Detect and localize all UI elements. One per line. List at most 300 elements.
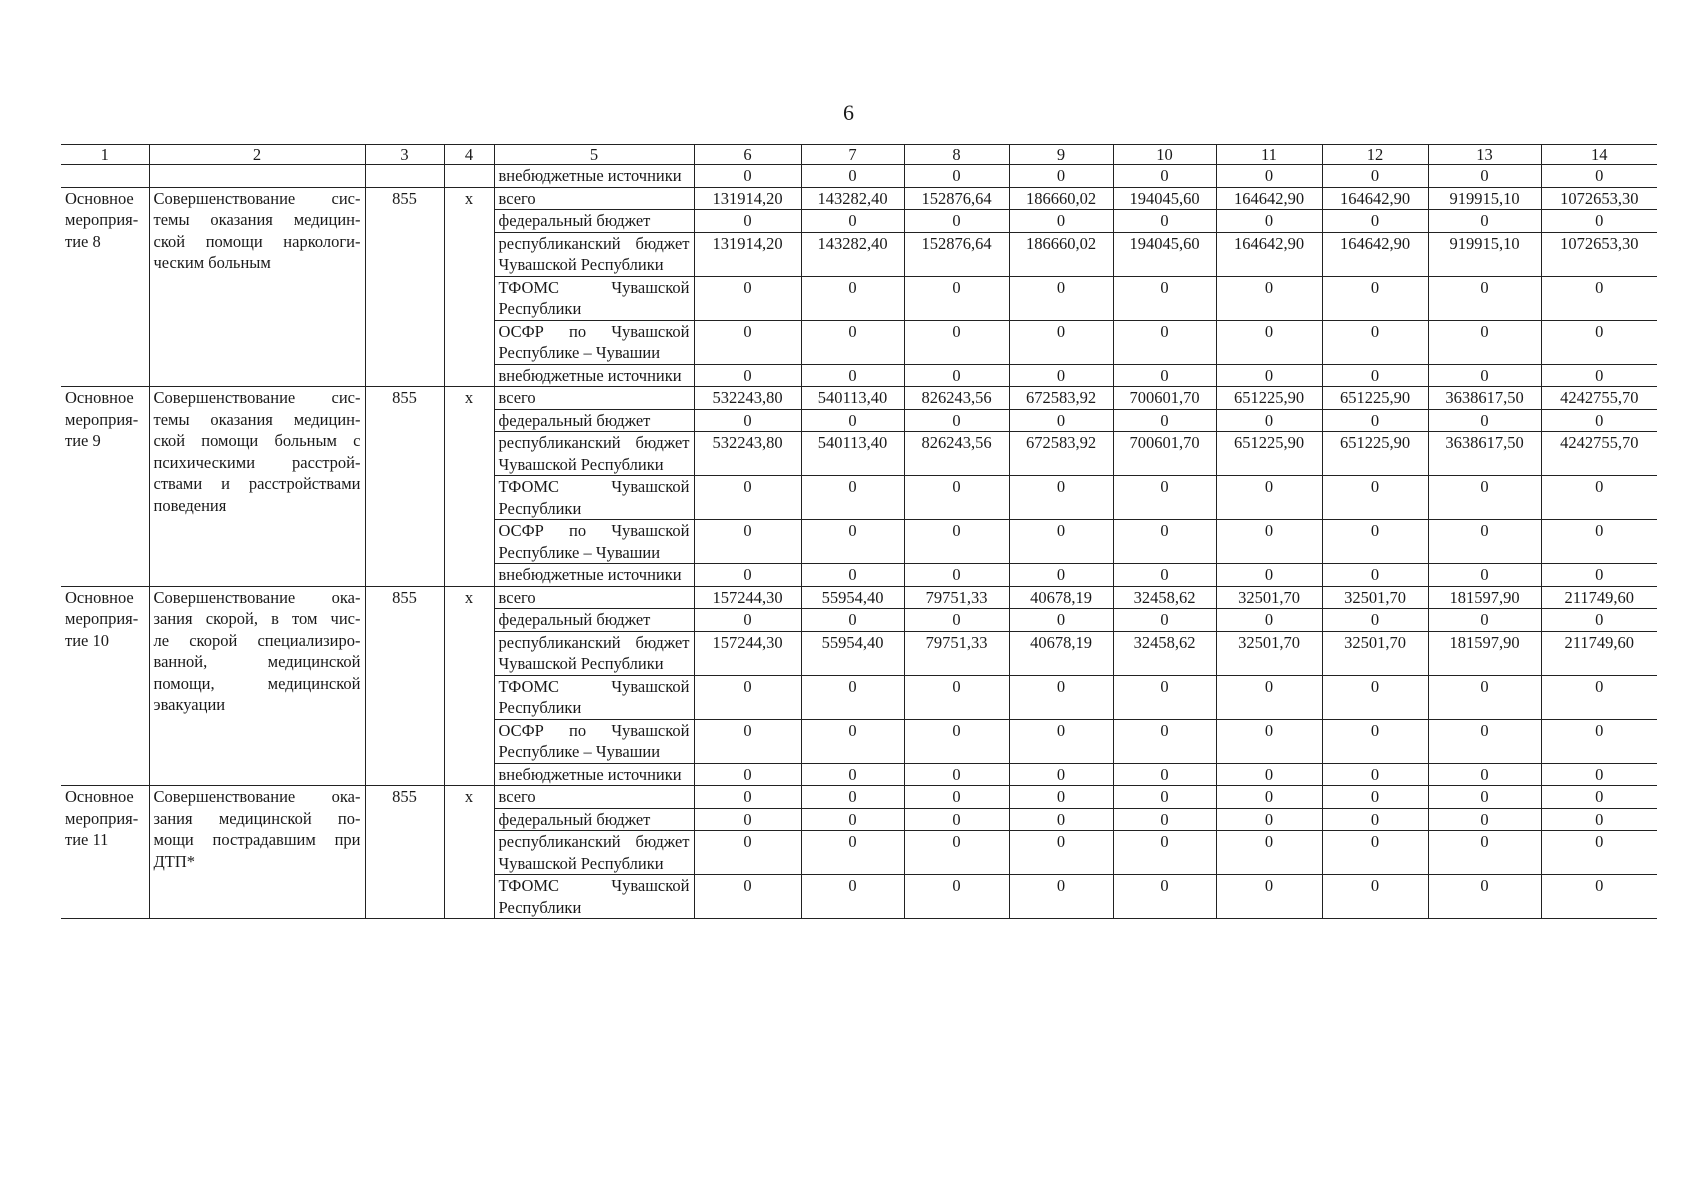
value-cell: 211749,60: [1541, 586, 1657, 609]
value-cell: 0: [694, 364, 801, 387]
value-cell: 0: [694, 564, 801, 587]
value-cell: 0: [801, 276, 904, 320]
value-cell: 826243,56: [904, 432, 1009, 476]
measure-title-line: мероприя-: [65, 609, 139, 628]
value-cell: 0: [1428, 875, 1541, 919]
measure-name-line: ванной, медицинской: [153, 652, 361, 671]
value-cell: 0: [1216, 165, 1322, 188]
value-cell: 0: [801, 675, 904, 719]
value-cell: 0: [1322, 210, 1428, 233]
value-cell: 0: [1541, 320, 1657, 364]
value-cell: 0: [801, 564, 904, 587]
value-cell: 0: [904, 320, 1009, 364]
measure-title-line: Основное: [65, 787, 134, 806]
value-cell: 164642,90: [1216, 232, 1322, 276]
value-cell: 0: [1428, 786, 1541, 809]
value-cell: 0: [694, 476, 801, 520]
value-cell: 32501,70: [1322, 631, 1428, 675]
value-cell: 0: [1216, 719, 1322, 763]
value-cell: 0: [904, 210, 1009, 233]
funding-source: внебюджетные источники: [494, 165, 694, 188]
funding-source: федеральный бюджет: [494, 609, 694, 632]
value-cell: 0: [1322, 609, 1428, 632]
value-cell: 0: [1216, 675, 1322, 719]
value-cell: 0: [1113, 364, 1216, 387]
value-cell: 79751,33: [904, 631, 1009, 675]
x-mark: x: [444, 786, 494, 919]
budget-code: 855: [365, 387, 444, 587]
value-cell: 0: [904, 875, 1009, 919]
measure-name: [149, 586, 365, 786]
value-cell: 0: [1009, 675, 1113, 719]
value-cell: 0: [801, 808, 904, 831]
value-cell: 164642,90: [1322, 187, 1428, 210]
funding-source: ОСФР по Чувашской Республике – Чувашии: [494, 320, 694, 364]
measure-name-line: ческим больным: [153, 253, 271, 272]
funding-source: федеральный бюджет: [494, 409, 694, 432]
funding-source: республиканский бюджет Чувашской Республики: [494, 831, 694, 875]
value-cell: 0: [1322, 808, 1428, 831]
measure-title: [61, 387, 149, 587]
funding-source: всего: [494, 387, 694, 410]
value-cell: 651225,90: [1322, 432, 1428, 476]
value-cell: 0: [1541, 675, 1657, 719]
value-cell: 0: [694, 675, 801, 719]
funding-source: республиканский бюджет Чувашской Республики: [494, 631, 694, 675]
value-cell: 0: [904, 808, 1009, 831]
measure-name-line: поведения: [153, 495, 227, 515]
column-number: 9: [1009, 145, 1113, 165]
value-cell: 32501,70: [1322, 586, 1428, 609]
empty-cell: [444, 165, 494, 188]
value-cell: 0: [1009, 409, 1113, 432]
column-number-row: [61, 145, 1657, 165]
value-cell: 0: [1216, 786, 1322, 809]
value-cell: 32458,62: [1113, 586, 1216, 609]
value-cell: 0: [1428, 808, 1541, 831]
value-cell: 32458,62: [1113, 631, 1216, 675]
value-cell: 0: [1541, 476, 1657, 520]
value-cell: 0: [1113, 763, 1216, 786]
value-cell: 194045,60: [1113, 232, 1216, 276]
value-cell: 651225,90: [1216, 432, 1322, 476]
value-cell: 0: [801, 875, 904, 919]
value-cell: 0: [1113, 609, 1216, 632]
empty-cell: [365, 165, 444, 188]
value-cell: 0: [1322, 476, 1428, 520]
measure-name-line: Совершенствование сис-: [153, 188, 361, 208]
value-cell: 0: [801, 165, 904, 188]
column-number: 8: [904, 145, 1009, 165]
value-cell: 0: [1113, 409, 1216, 432]
value-cell: 0: [904, 786, 1009, 809]
value-cell: 651225,90: [1322, 387, 1428, 410]
budget-code: 855: [365, 786, 444, 919]
value-cell: 157244,30: [694, 586, 801, 609]
funding-source: республиканский бюджет Чувашской Республики: [494, 432, 694, 476]
value-cell: 0: [904, 719, 1009, 763]
budget-code: 855: [365, 187, 444, 387]
value-cell: 0: [1428, 476, 1541, 520]
value-cell: 0: [1541, 165, 1657, 188]
value-cell: 0: [1009, 276, 1113, 320]
value-cell: 0: [1322, 564, 1428, 587]
value-cell: 79751,33: [904, 586, 1009, 609]
value-cell: 0: [1322, 831, 1428, 875]
value-cell: 0: [1113, 786, 1216, 809]
measure-name-line: темы оказания медицин-: [153, 210, 361, 229]
value-cell: 0: [1009, 210, 1113, 233]
value-cell: 0: [1009, 165, 1113, 188]
value-cell: 4242755,70: [1541, 432, 1657, 476]
value-cell: 0: [1541, 210, 1657, 233]
measure-name-line: психическими расстрой-: [153, 452, 361, 472]
value-cell: 0: [904, 831, 1009, 875]
value-cell: 0: [1009, 763, 1113, 786]
value-cell: 0: [1322, 719, 1428, 763]
funding-source: всего: [494, 187, 694, 210]
value-cell: 0: [801, 520, 904, 564]
value-cell: 0: [1541, 763, 1657, 786]
table-body: [61, 145, 1657, 919]
value-cell: 32501,70: [1216, 631, 1322, 675]
column-number: 13: [1428, 145, 1541, 165]
value-cell: 0: [1541, 719, 1657, 763]
measure-title: [61, 786, 149, 919]
value-cell: 0: [1428, 165, 1541, 188]
funding-source: всего: [494, 586, 694, 609]
value-cell: 0: [904, 564, 1009, 587]
value-cell: 0: [1216, 476, 1322, 520]
value-cell: 0: [904, 364, 1009, 387]
empty-cell: [149, 165, 365, 188]
measure-name-line: Совершенствование ока-: [153, 587, 361, 607]
funding-source: внебюджетные источники: [494, 564, 694, 587]
measure-name: [149, 786, 365, 919]
value-cell: 540113,40: [801, 432, 904, 476]
value-cell: 181597,90: [1428, 586, 1541, 609]
value-cell: 0: [1113, 210, 1216, 233]
value-cell: 0: [1216, 609, 1322, 632]
value-cell: 700601,70: [1113, 432, 1216, 476]
measure-name-line: мощи пострадавшим при: [153, 830, 361, 849]
measure-title-line: Основное: [65, 188, 134, 208]
value-cell: 0: [1113, 520, 1216, 564]
value-cell: 0: [694, 719, 801, 763]
value-cell: 0: [1009, 786, 1113, 809]
value-cell: 0: [694, 786, 801, 809]
measure-title-line: тие 9: [65, 431, 101, 450]
value-cell: 0: [1216, 320, 1322, 364]
value-cell: 0: [1541, 409, 1657, 432]
measure-name-line: зания скорой, в том чис-: [153, 609, 361, 628]
value-cell: 55954,40: [801, 631, 904, 675]
value-cell: 0: [1009, 520, 1113, 564]
value-cell: 152876,64: [904, 187, 1009, 210]
funding-source: федеральный бюджет: [494, 210, 694, 233]
value-cell: 0: [694, 409, 801, 432]
value-cell: 0: [1216, 520, 1322, 564]
column-number: 1: [61, 145, 149, 165]
column-number: 4: [444, 145, 494, 165]
value-cell: 0: [1113, 276, 1216, 320]
funding-source: внебюджетные источники: [494, 763, 694, 786]
value-cell: 0: [801, 609, 904, 632]
value-cell: 0: [1428, 831, 1541, 875]
value-cell: 0: [1541, 808, 1657, 831]
value-cell: 0: [1428, 364, 1541, 387]
value-cell: 0: [694, 210, 801, 233]
value-cell: 0: [1541, 786, 1657, 809]
value-cell: 0: [1541, 364, 1657, 387]
value-cell: 0: [1428, 409, 1541, 432]
value-cell: 0: [801, 831, 904, 875]
value-cell: 0: [801, 320, 904, 364]
value-cell: 540113,40: [801, 387, 904, 410]
value-cell: 0: [1322, 763, 1428, 786]
table-row: [61, 786, 1657, 809]
value-cell: 0: [1216, 364, 1322, 387]
value-cell: 0: [1322, 165, 1428, 188]
measure-title-line: тие 8: [65, 231, 101, 251]
funding-source: ОСФР по Чувашской Республике – Чувашии: [494, 520, 694, 564]
value-cell: 0: [904, 476, 1009, 520]
value-cell: 0: [1216, 409, 1322, 432]
measure-name-line: зания медицинской по-: [153, 808, 361, 828]
value-cell: 3638617,50: [1428, 432, 1541, 476]
column-number: 3: [365, 145, 444, 165]
value-cell: 0: [801, 763, 904, 786]
x-mark: x: [444, 387, 494, 587]
measure-name-line: эвакуации: [153, 695, 226, 714]
value-cell: 0: [694, 520, 801, 564]
value-cell: 0: [1009, 364, 1113, 387]
value-cell: 0: [1113, 165, 1216, 188]
value-cell: 0: [694, 875, 801, 919]
value-cell: 0: [1428, 675, 1541, 719]
value-cell: 0: [1113, 476, 1216, 520]
value-cell: 0: [1113, 564, 1216, 587]
value-cell: 152876,64: [904, 232, 1009, 276]
value-cell: 0: [1428, 719, 1541, 763]
value-cell: 0: [1322, 364, 1428, 387]
value-cell: 0: [1428, 210, 1541, 233]
value-cell: 672583,92: [1009, 387, 1113, 410]
value-cell: 181597,90: [1428, 631, 1541, 675]
value-cell: 0: [1216, 763, 1322, 786]
funding-source: ТФОМС Чувашской Республики: [494, 875, 694, 919]
table-row: [61, 387, 1657, 410]
value-cell: 0: [1428, 763, 1541, 786]
column-number: 10: [1113, 145, 1216, 165]
value-cell: 0: [801, 364, 904, 387]
value-cell: 0: [1009, 320, 1113, 364]
value-cell: 672583,92: [1009, 432, 1113, 476]
measure-title-line: мероприя-: [65, 409, 139, 429]
value-cell: 0: [904, 165, 1009, 188]
value-cell: 0: [1322, 409, 1428, 432]
value-cell: 0: [801, 409, 904, 432]
value-cell: 0: [801, 719, 904, 763]
funding-source: республиканский бюджет Чувашской Республики: [494, 232, 694, 276]
measure-name-line: ДТП*: [153, 851, 195, 871]
value-cell: 0: [1428, 609, 1541, 632]
funding-source: ОСФР по Чувашской Республике – Чувашии: [494, 719, 694, 763]
value-cell: 0: [1113, 875, 1216, 919]
value-cell: 186660,02: [1009, 187, 1113, 210]
value-cell: 0: [1009, 609, 1113, 632]
value-cell: 164642,90: [1322, 232, 1428, 276]
value-cell: 164642,90: [1216, 187, 1322, 210]
value-cell: 0: [1113, 808, 1216, 831]
value-cell: 0: [694, 320, 801, 364]
value-cell: 0: [1009, 808, 1113, 831]
measure-name: [149, 187, 365, 387]
value-cell: 186660,02: [1009, 232, 1113, 276]
value-cell: 0: [1009, 875, 1113, 919]
value-cell: 194045,60: [1113, 187, 1216, 210]
measure-title-line: тие 10: [65, 630, 109, 650]
value-cell: 0: [1113, 675, 1216, 719]
value-cell: 0: [1322, 875, 1428, 919]
value-cell: 0: [1009, 476, 1113, 520]
continuation-row: [61, 165, 1657, 188]
value-cell: 0: [801, 210, 904, 233]
value-cell: 0: [1541, 831, 1657, 875]
value-cell: 0: [1216, 276, 1322, 320]
measure-name-line: ле скорой специализиро-: [153, 630, 361, 650]
value-cell: 4242755,70: [1541, 387, 1657, 410]
value-cell: 0: [1541, 875, 1657, 919]
x-mark: x: [444, 586, 494, 786]
column-number: 6: [694, 145, 801, 165]
value-cell: 0: [1322, 675, 1428, 719]
value-cell: 0: [1216, 210, 1322, 233]
value-cell: 40678,19: [1009, 586, 1113, 609]
value-cell: 0: [1322, 320, 1428, 364]
column-number: 14: [1541, 145, 1657, 165]
column-number: 2: [149, 145, 365, 165]
column-number: 5: [494, 145, 694, 165]
measure-name-line: Совершенствование ока-: [153, 787, 361, 806]
value-cell: 211749,60: [1541, 631, 1657, 675]
value-cell: 143282,40: [801, 187, 904, 210]
funding-source: ТФОМС Чувашской Республики: [494, 276, 694, 320]
value-cell: 55954,40: [801, 586, 904, 609]
value-cell: 0: [904, 609, 1009, 632]
value-cell: 0: [904, 763, 1009, 786]
measure-title-line: Основное: [65, 587, 134, 607]
value-cell: 157244,30: [694, 631, 801, 675]
value-cell: 0: [1428, 276, 1541, 320]
table-row: [61, 187, 1657, 210]
column-number: 7: [801, 145, 904, 165]
value-cell: 0: [1322, 786, 1428, 809]
funding-source: ТФОМС Чувашской Республики: [494, 675, 694, 719]
measure-title: [61, 586, 149, 786]
value-cell: 0: [1009, 831, 1113, 875]
funding-source: ТФОМС Чувашской Республики: [494, 476, 694, 520]
value-cell: 0: [1113, 320, 1216, 364]
value-cell: 0: [1428, 320, 1541, 364]
measure-name: [149, 387, 365, 587]
value-cell: 919915,10: [1428, 232, 1541, 276]
funding-source: федеральный бюджет: [494, 808, 694, 831]
value-cell: 0: [694, 808, 801, 831]
budget-code: 855: [365, 586, 444, 786]
value-cell: 0: [1216, 808, 1322, 831]
value-cell: 651225,90: [1216, 387, 1322, 410]
value-cell: 0: [694, 831, 801, 875]
measure-title: [61, 187, 149, 387]
empty-cell: [61, 165, 149, 188]
value-cell: 143282,40: [801, 232, 904, 276]
value-cell: 0: [1541, 609, 1657, 632]
measure-title-line: тие 11: [65, 830, 109, 849]
value-cell: 0: [1541, 276, 1657, 320]
value-cell: 0: [694, 609, 801, 632]
value-cell: 131914,20: [694, 232, 801, 276]
value-cell: 131914,20: [694, 187, 801, 210]
value-cell: 532243,80: [694, 432, 801, 476]
value-cell: 0: [801, 786, 904, 809]
value-cell: 1072653,30: [1541, 187, 1657, 210]
value-cell: 0: [1113, 831, 1216, 875]
value-cell: 3638617,50: [1428, 387, 1541, 410]
value-cell: 0: [694, 165, 801, 188]
value-cell: 0: [904, 675, 1009, 719]
measure-name-line: ской помощи больным с: [153, 431, 361, 450]
value-cell: 0: [1009, 564, 1113, 587]
value-cell: 0: [1541, 520, 1657, 564]
column-number: 12: [1322, 145, 1428, 165]
measure-title-line: мероприя-: [65, 808, 139, 828]
value-cell: 0: [1541, 564, 1657, 587]
value-cell: 700601,70: [1113, 387, 1216, 410]
value-cell: 0: [1216, 875, 1322, 919]
table-row: [61, 586, 1657, 609]
column-number: 11: [1216, 145, 1322, 165]
measure-name-line: ской помощи наркологи-: [153, 231, 361, 251]
value-cell: 532243,80: [694, 387, 801, 410]
value-cell: 0: [904, 520, 1009, 564]
value-cell: 0: [1216, 564, 1322, 587]
funding-source: внебюджетные источники: [494, 364, 694, 387]
measure-name-line: темы оказания медицин-: [153, 409, 361, 429]
measure-name-line: помощи, медицинской: [153, 673, 361, 693]
value-cell: 1072653,30: [1541, 232, 1657, 276]
value-cell: 32501,70: [1216, 586, 1322, 609]
page-number: 6: [843, 100, 854, 125]
value-cell: 0: [1216, 831, 1322, 875]
value-cell: 919915,10: [1428, 187, 1541, 210]
value-cell: 0: [1322, 520, 1428, 564]
funding-source: всего: [494, 786, 694, 809]
budget-table: [61, 144, 1657, 919]
measure-title-line: Основное: [65, 388, 134, 407]
value-cell: 0: [694, 276, 801, 320]
measure-name-line: ствами и расстройствами: [153, 474, 361, 493]
measure-name-line: Совершенствование сис-: [153, 388, 361, 407]
value-cell: 40678,19: [1009, 631, 1113, 675]
value-cell: 0: [1113, 719, 1216, 763]
value-cell: 0: [1428, 520, 1541, 564]
value-cell: 0: [1428, 564, 1541, 587]
measure-title-line: мероприя-: [65, 210, 139, 229]
value-cell: 0: [694, 763, 801, 786]
value-cell: 0: [801, 476, 904, 520]
value-cell: 826243,56: [904, 387, 1009, 410]
